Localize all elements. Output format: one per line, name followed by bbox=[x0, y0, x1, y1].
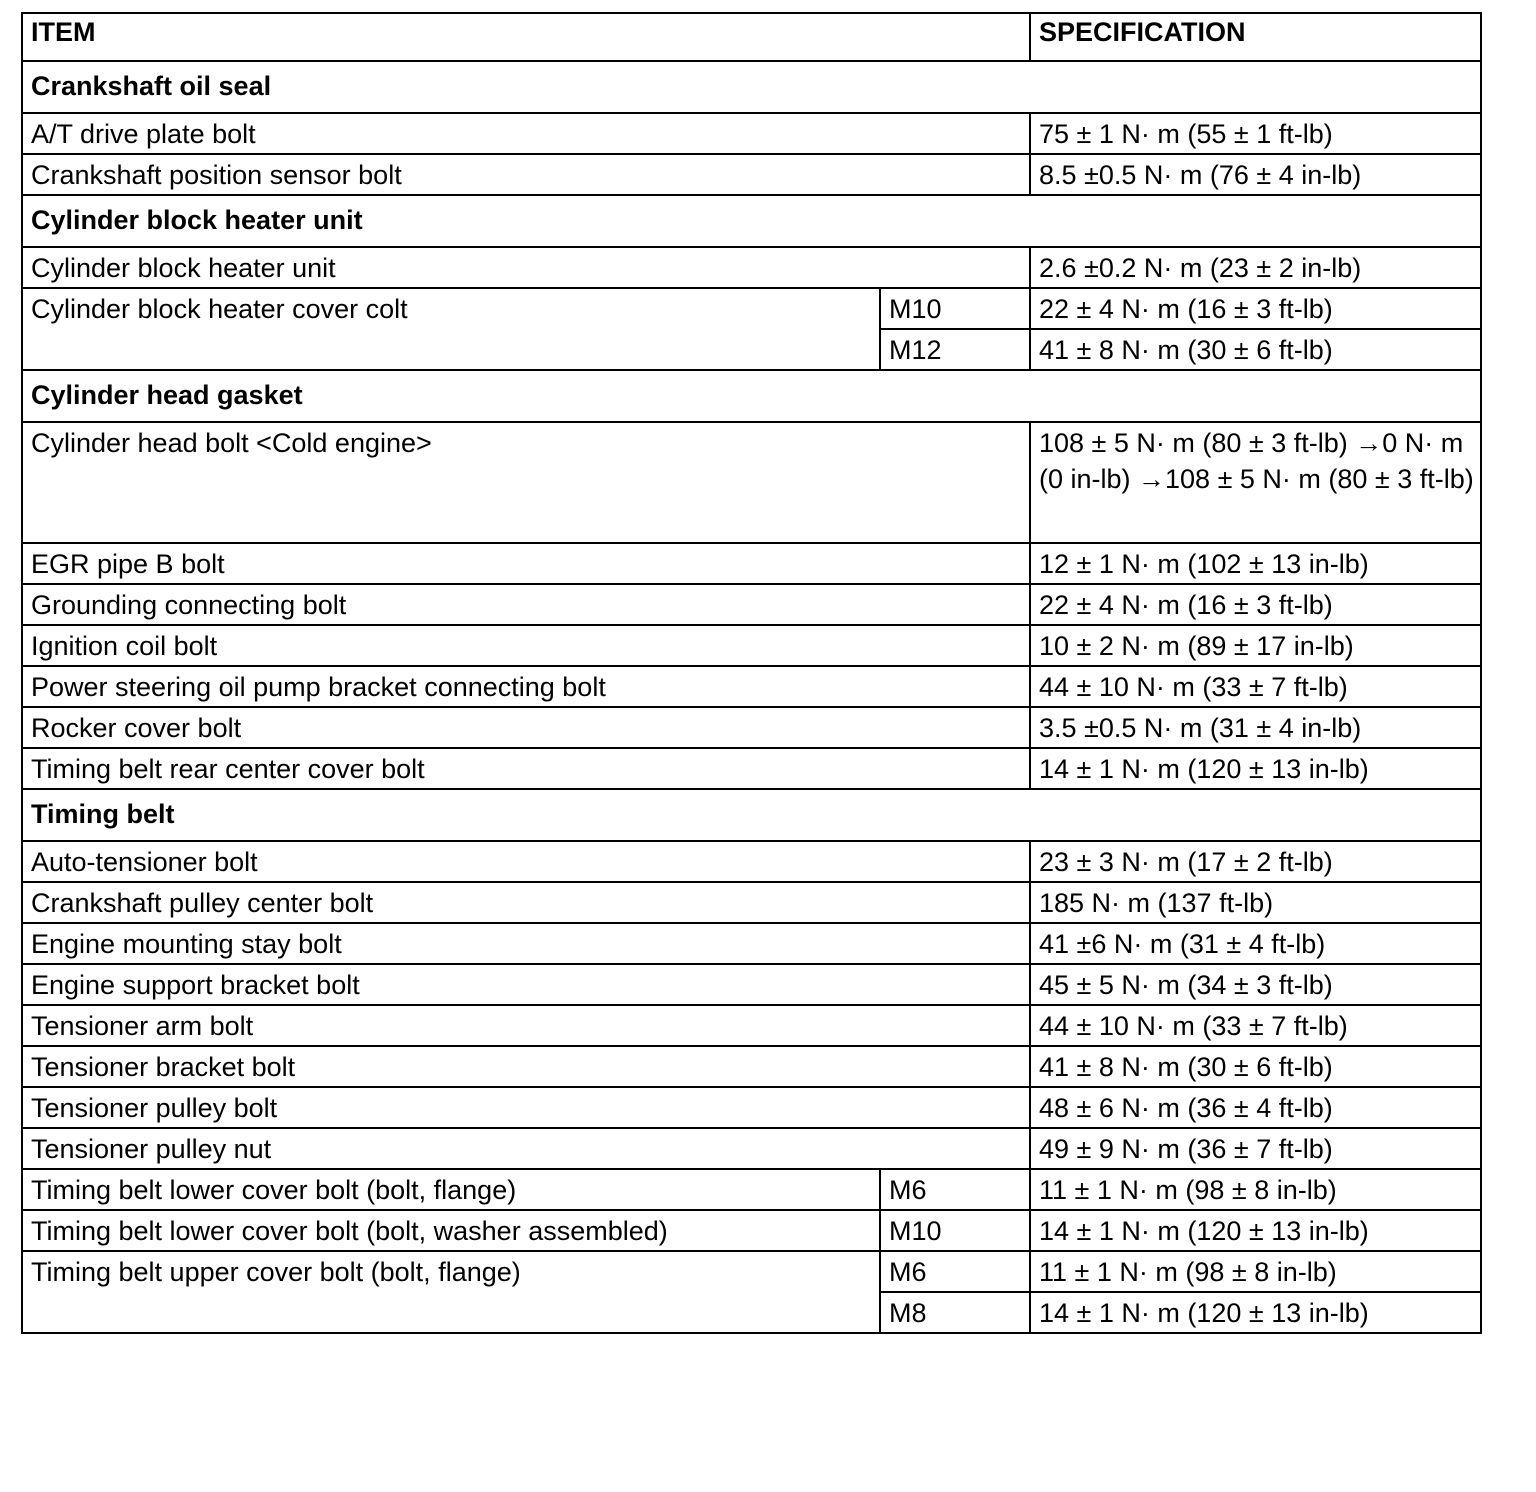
spec-cell: 11 ± 1 N· m (98 ± 8 in-lb) bbox=[1030, 1169, 1481, 1210]
size-cell: M8 bbox=[880, 1292, 1030, 1333]
table-row bbox=[22, 422, 1481, 543]
spec-cell: 48 ± 6 N· m (36 ± 4 ft-lb) bbox=[1030, 1087, 1481, 1128]
spec-cell: 3.5 ±0.5 N· m (31 ± 4 in-lb) bbox=[1030, 707, 1481, 748]
spec-cell: 185 N· m (137 ft-lb) bbox=[1030, 882, 1481, 923]
spec-cell: 14 ± 1 N· m (120 ± 13 in-lb) bbox=[1030, 748, 1481, 789]
item-cell: Tensioner pulley nut bbox=[22, 1128, 1030, 1169]
spec-cell: 11 ± 1 N· m (98 ± 8 in-lb) bbox=[1030, 1251, 1481, 1292]
table-row bbox=[22, 113, 1481, 154]
item-cell: Engine support bracket bolt bbox=[22, 964, 1030, 1005]
size-cell: M10 bbox=[880, 1210, 1030, 1251]
size-cell: M6 bbox=[880, 1169, 1030, 1210]
table-row bbox=[22, 543, 1481, 584]
item-cell: Tensioner pulley bolt bbox=[22, 1087, 1030, 1128]
table-row bbox=[22, 1128, 1481, 1169]
spec-cell: 14 ± 1 N· m (120 ± 13 in-lb) bbox=[1030, 1210, 1481, 1251]
item-cell: Cylinder block heater unit bbox=[22, 247, 1030, 288]
size-cell: M12 bbox=[880, 329, 1030, 370]
item-cell: Auto-tensioner bolt bbox=[22, 841, 1030, 882]
spec-cell: 41 ± 8 N· m (30 ± 6 ft-lb) bbox=[1030, 1046, 1481, 1087]
item-cell: Tensioner arm bolt bbox=[22, 1005, 1030, 1046]
item-cell: Tensioner bracket bolt bbox=[22, 1046, 1030, 1087]
item-cell: Grounding connecting bolt bbox=[22, 584, 1030, 625]
spec-cell: 49 ± 9 N· m (36 ± 7 ft-lb) bbox=[1030, 1128, 1481, 1169]
table-row bbox=[22, 247, 1481, 288]
spec-cell: 8.5 ±0.5 N· m (76 ± 4 in-lb) bbox=[1030, 154, 1481, 195]
spec-cell: 12 ± 1 N· m (102 ± 13 in-lb) bbox=[1030, 543, 1481, 584]
item-cell: Power steering oil pump bracket connecting bolt bbox=[22, 666, 1030, 707]
table-row bbox=[22, 1087, 1481, 1128]
spec-cell: 108 ± 5 N· m (80 ± 3 ft-lb) →0 N· m (0 in-lb) →108 ± 5 N· m (80 ± 3 ft-lb) bbox=[1030, 422, 1481, 543]
spec-cell: 22 ± 4 N· m (16 ± 3 ft-lb) bbox=[1030, 584, 1481, 625]
table-row bbox=[22, 923, 1481, 964]
spec-cell: 44 ± 10 N· m (33 ± 7 ft-lb) bbox=[1030, 666, 1481, 707]
spec-cell: 10 ± 2 N· m (89 ± 17 in-lb) bbox=[1030, 625, 1481, 666]
item-cell: Cylinder head bolt <Cold engine> bbox=[22, 422, 1030, 543]
item-cell: Crankshaft pulley center bolt bbox=[22, 882, 1030, 923]
table-row bbox=[22, 625, 1481, 666]
section-title: Cylinder block heater unit bbox=[22, 195, 1481, 247]
item-cell: Rocker cover bolt bbox=[22, 707, 1030, 748]
spec-cell: 75 ± 1 N· m (55 ± 1 ft-lb) bbox=[1030, 113, 1481, 154]
item-cell: A/T drive plate bolt bbox=[22, 113, 1030, 154]
table-row bbox=[22, 1169, 1481, 1210]
item-cell: EGR pipe B bolt bbox=[22, 543, 1030, 584]
spec-cell: 14 ± 1 N· m (120 ± 13 in-lb) bbox=[1030, 1292, 1481, 1333]
table-row bbox=[22, 1210, 1481, 1251]
section-title: Timing belt bbox=[22, 789, 1481, 841]
section-row bbox=[22, 61, 1481, 113]
section-title: Cylinder head gasket bbox=[22, 370, 1481, 422]
item-cell: Engine mounting stay bolt bbox=[22, 923, 1030, 964]
item-cell: Crankshaft position sensor bolt bbox=[22, 154, 1030, 195]
table-header-row bbox=[22, 13, 1481, 61]
section-title: Crankshaft oil seal bbox=[22, 61, 1481, 113]
spec-cell: 41 ±6 N· m (31 ± 4 ft-lb) bbox=[1030, 923, 1481, 964]
spec-cell: 22 ± 4 N· m (16 ± 3 ft-lb) bbox=[1030, 288, 1481, 329]
item-cell: Timing belt lower cover bolt (bolt, flange) bbox=[22, 1169, 880, 1210]
item-cell: Cylinder block heater cover colt bbox=[22, 288, 880, 370]
table-row bbox=[22, 584, 1481, 625]
spec-cell: 41 ± 8 N· m (30 ± 6 ft-lb) bbox=[1030, 329, 1481, 370]
table-row bbox=[22, 1005, 1481, 1046]
table-row bbox=[22, 666, 1481, 707]
section-row bbox=[22, 195, 1481, 247]
section-row bbox=[22, 789, 1481, 841]
table-row bbox=[22, 1046, 1481, 1087]
torque-spec-table bbox=[21, 12, 1482, 1334]
size-cell: M10 bbox=[880, 288, 1030, 329]
spec-cell: 2.6 ±0.2 N· m (23 ± 2 in-lb) bbox=[1030, 247, 1481, 288]
spec-cell: 44 ± 10 N· m (33 ± 7 ft-lb) bbox=[1030, 1005, 1481, 1046]
table-row bbox=[22, 288, 1481, 329]
table-row bbox=[22, 748, 1481, 789]
header-item: ITEM bbox=[22, 13, 1030, 61]
table-row bbox=[22, 964, 1481, 1005]
size-cell: M6 bbox=[880, 1251, 1030, 1292]
item-cell: Timing belt rear center cover bolt bbox=[22, 748, 1030, 789]
item-cell: Ignition coil bolt bbox=[22, 625, 1030, 666]
section-row bbox=[22, 370, 1481, 422]
header-specification: SPECIFICATION bbox=[1030, 13, 1481, 61]
spec-cell: 23 ± 3 N· m (17 ± 2 ft-lb) bbox=[1030, 841, 1481, 882]
table-row bbox=[22, 154, 1481, 195]
table-row bbox=[22, 841, 1481, 882]
item-cell: Timing belt lower cover bolt (bolt, washer assembled) bbox=[22, 1210, 880, 1251]
table-row bbox=[22, 1251, 1481, 1292]
spec-cell: 45 ± 5 N· m (34 ± 3 ft-lb) bbox=[1030, 964, 1481, 1005]
table-row bbox=[22, 882, 1481, 923]
table-row bbox=[22, 707, 1481, 748]
item-cell: Timing belt upper cover bolt (bolt, flange) bbox=[22, 1251, 880, 1333]
